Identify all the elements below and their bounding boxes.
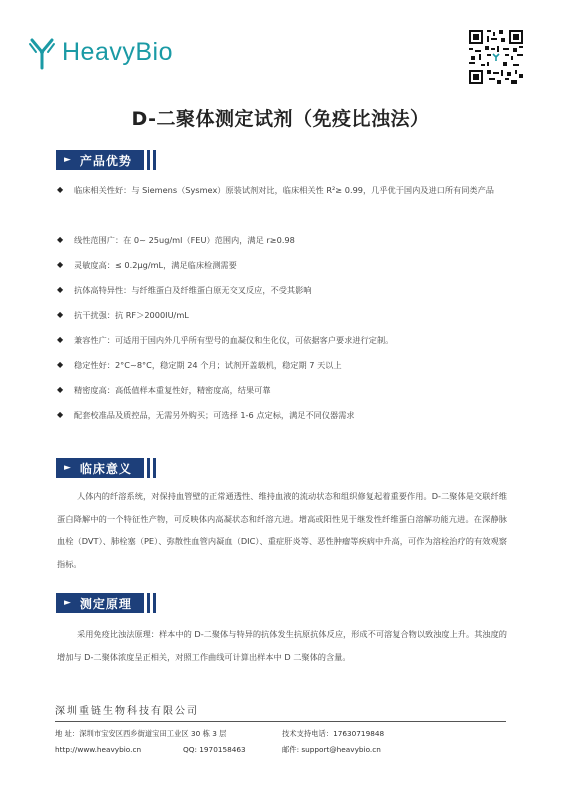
section-accent-bar <box>153 593 156 613</box>
logo-text: HeavyBio <box>62 37 173 66</box>
section-heading: 临床意义 <box>79 461 132 476</box>
support-phone: 技术支持电话：17630719848 <box>282 729 385 738</box>
section-accent-bar <box>153 150 156 170</box>
diamond-bullet-icon: ◆ <box>57 285 64 294</box>
diamond-bullet-icon: ◆ <box>57 310 64 319</box>
list-item: ◆ 抗干扰强：抗 RF＞2000IU/mL <box>57 307 507 323</box>
triangle-right-icon: ► <box>64 463 72 473</box>
list-item: ◆ 兼容性广：可适用于国内外几乎所有型号的血凝仪和生化仪，可依据客户要求进行定制。 <box>57 332 507 348</box>
section-accent-bar <box>147 458 150 478</box>
antibody-y-icon <box>24 34 60 70</box>
triangle-right-icon: ► <box>64 155 72 165</box>
footer-divider <box>55 721 506 722</box>
page-title: D-二聚体测定试剂（免疫比浊法） <box>131 108 430 130</box>
section-accent-bar <box>147 150 150 170</box>
company-logo <box>24 34 173 70</box>
list-item: ◆ 配套校准品及质控品，无需另外购买；可选择 1-6 点定标，满足不同仪器需求 <box>57 407 507 423</box>
qr-code-icon[interactable] <box>469 30 523 84</box>
diamond-bullet-icon: ◆ <box>57 335 64 344</box>
company-name: 深圳重链生物科技有限公司 <box>55 706 199 717</box>
website-link[interactable]: http://www.heavybio.cn <box>55 745 142 754</box>
diamond-bullet-icon: ◆ <box>57 260 64 269</box>
diamond-bullet-icon: ◆ <box>57 410 64 419</box>
diamond-bullet-icon: ◆ <box>57 235 64 244</box>
diamond-bullet-icon: ◆ <box>57 385 64 394</box>
section-header-clinical <box>56 458 156 478</box>
section-accent-bar <box>147 593 150 613</box>
section-label-box <box>56 593 144 613</box>
clinical-paragraph: 人体内的纤溶系统，对保持血管壁的正常通透性、维持血液的流动状态和组织修复起着重要作用。D-二聚体是交联纤维蛋白降解中的一个特征性产物，可反映体内高凝状态和纤溶亢进。增高或阳性见于继发性纤维蛋白溶解功能亢进。在深静脉血栓（DVT）、肺栓塞（PE）、弥散性血管内凝血（DIC）、重症肝炎等、恶性肿瘤等疾病中升高，可作为溶栓治疗的有效观察指标。 <box>57 491 507 569</box>
qq-contact: QQ: 1970158463 <box>183 745 246 754</box>
section-heading: 产品优势 <box>79 153 132 168</box>
list-item: ◆ 抗体高特异性：与纤维蛋白及纤维蛋白原无交叉反应，不受其影响 <box>57 282 507 298</box>
list-item: ◆ 精密度高：高低值样本重复性好，精密度高，结果可靠 <box>57 382 507 398</box>
address-text: 地 址：深圳市宝安区西乡街道宝田工业区 30 栋 3 层 <box>55 729 227 738</box>
diamond-bullet-icon: ◆ <box>57 360 64 369</box>
email-link[interactable]: 邮件: support@heavybio.cn <box>282 745 381 754</box>
principle-paragraph: 采用免疫比浊法原理：样本中的 D-二聚体与特异的抗体发生抗原抗体反应，形成不可溶复合物以致浊度上升。其浊度的增加与 D-二聚体浓度呈正相关，对照工作曲线可计算出样本中 D 二聚体的含量。 <box>57 629 507 662</box>
section-accent-bar <box>153 458 156 478</box>
list-item: ◆ 线性范围广：在 0~ 25ug/ml（FEU）范围内，满足 r≥0.98 <box>57 232 507 248</box>
list-item: ◆ 临床相关性好：与 Siemens（Sysmex）原装试剂对比，临床相关性 R²≥ 0.99，几乎优于国内及进口所有同类产品 <box>57 182 507 198</box>
section-header-advantages <box>56 150 156 170</box>
triangle-right-icon: ► <box>64 598 72 608</box>
section-header-principle <box>56 593 156 613</box>
section-label-box <box>56 150 144 170</box>
list-item: ◆ 灵敏度高：≤ 0.2μg/mL，满足临床检测需要 <box>57 257 507 273</box>
list-item: ◆ 稳定性好：2°C~8°C，稳定期 24 个月；试剂开盖载机，稳定期 7 天以上 <box>57 357 507 373</box>
section-label-box <box>56 458 144 478</box>
section-heading: 测定原理 <box>79 596 132 611</box>
diamond-bullet-icon: ◆ <box>57 185 64 194</box>
